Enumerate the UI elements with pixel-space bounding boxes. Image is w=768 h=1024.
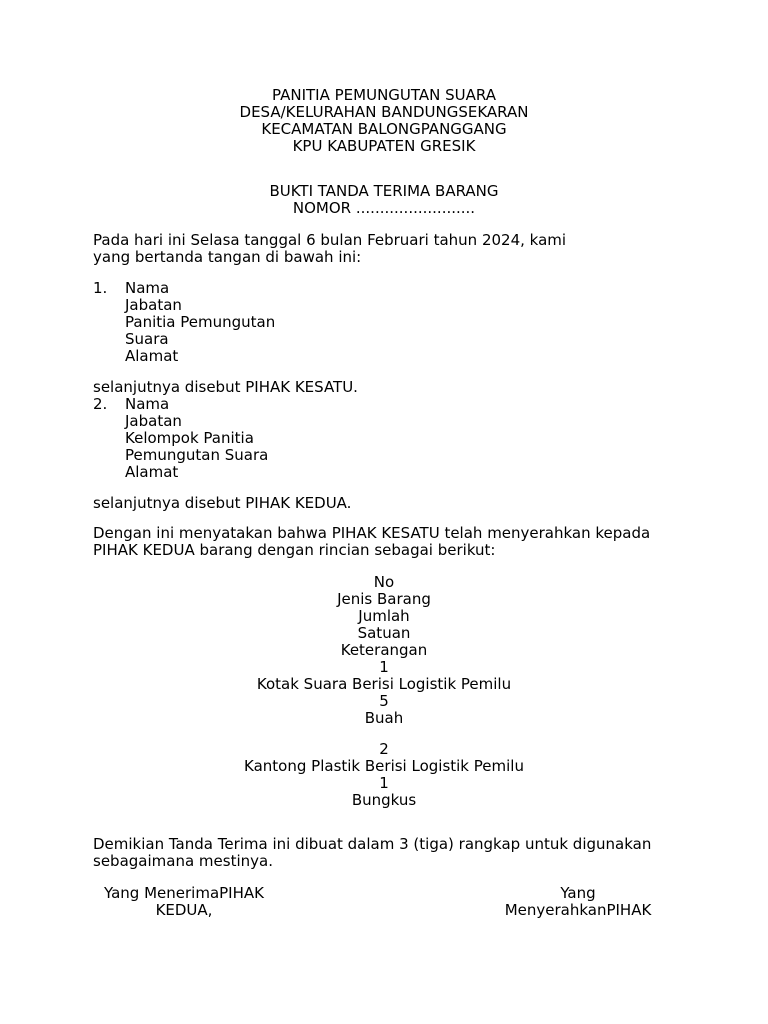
party-2-closing: selanjutnya disebut PIHAK KEDUA. [93,494,352,512]
item-table-row-2 [0,741,768,809]
party-1-field: Suara [125,330,169,348]
table-header-note: Keterangan [340,641,428,659]
closing-paragraph [93,836,651,870]
statement-paragraph [93,525,650,559]
closing-line-1: Demikian Tanda Terima ini dibuat dalam 3 (tiga) rangkap untuk digunakan [93,835,652,853]
party-1-field: Panitia Pemungutan [125,313,276,331]
header-line-1: PANITIA PEMUNGUTAN SUARA [272,86,496,104]
party-2-number: 2. [93,395,108,413]
giver-signature-block [478,885,678,919]
table-cell-qty: 1 [379,774,389,792]
closing-line-2: sebagaimana mestinya. [93,852,273,870]
party-1-field: Alamat [125,347,179,365]
item-table [0,574,768,727]
intro-line-1: Pada hari ini Selasa tanggal 6 bulan Februari tahun 2024, kami [93,231,567,249]
table-cell-no: 1 [379,658,389,676]
party-2-field: Jabatan [125,412,182,430]
table-cell-item: Kotak Suara Berisi Logistik Pemilu [256,675,512,693]
title-main: BUKTI TANDA TERIMA BARANG [269,182,499,200]
party-2-field: Nama [125,395,170,413]
party-2-field: Pemungutan Suara [125,446,269,464]
giver-label-line-2: MenyerahkanPIHAK [504,901,652,919]
table-header-qty: Jumlah [358,607,410,625]
party-1-field: Jabatan [125,296,182,314]
letterhead [0,87,768,155]
table-header-no: No [373,573,395,591]
party-1-field: Nama [125,279,170,297]
statement-line-2: PIHAK KEDUA barang dengan rincian sebagai berikut: [93,541,496,559]
table-cell-item: Kantong Plastik Berisi Logistik Pemilu [244,757,524,775]
party-2-field: Kelompok Panitia [125,429,254,447]
receiver-signature-block [84,885,284,919]
intro-line-2: yang bertanda tangan di bawah ini: [93,248,362,266]
table-header-unit: Satuan [357,624,411,642]
header-line-2: DESA/KELURAHAN BANDUNGSEKARAN [239,103,529,121]
header-line-4: KPU KABUPATEN GRESIK [292,137,476,155]
intro-paragraph [93,232,566,266]
receiver-label-line-2: KEDUA, [155,901,213,919]
table-cell-unit: Bungkus [351,791,417,809]
document-number: NOMOR ......................... [292,199,476,217]
party-1-number: 1. [93,279,108,297]
table-header-item: Jenis Barang [337,590,431,608]
document-title [0,183,768,217]
giver-label-line-1: Yang [560,884,596,902]
table-cell-qty: 5 [379,692,389,710]
header-line-3: KECAMATAN BALONGPANGGANG [261,120,507,138]
table-cell-no: 2 [379,740,389,758]
party-2-field: Alamat [125,463,179,481]
receiver-label-line-1: Yang MenerimaPIHAK [104,884,264,902]
table-cell-unit: Buah [364,709,404,727]
party-1-closing: selanjutnya disebut PIHAK KESATU. [93,378,358,396]
statement-line-1: Dengan ini menyatakan bahwa PIHAK KESATU telah menyerahkan kepada [93,524,651,542]
